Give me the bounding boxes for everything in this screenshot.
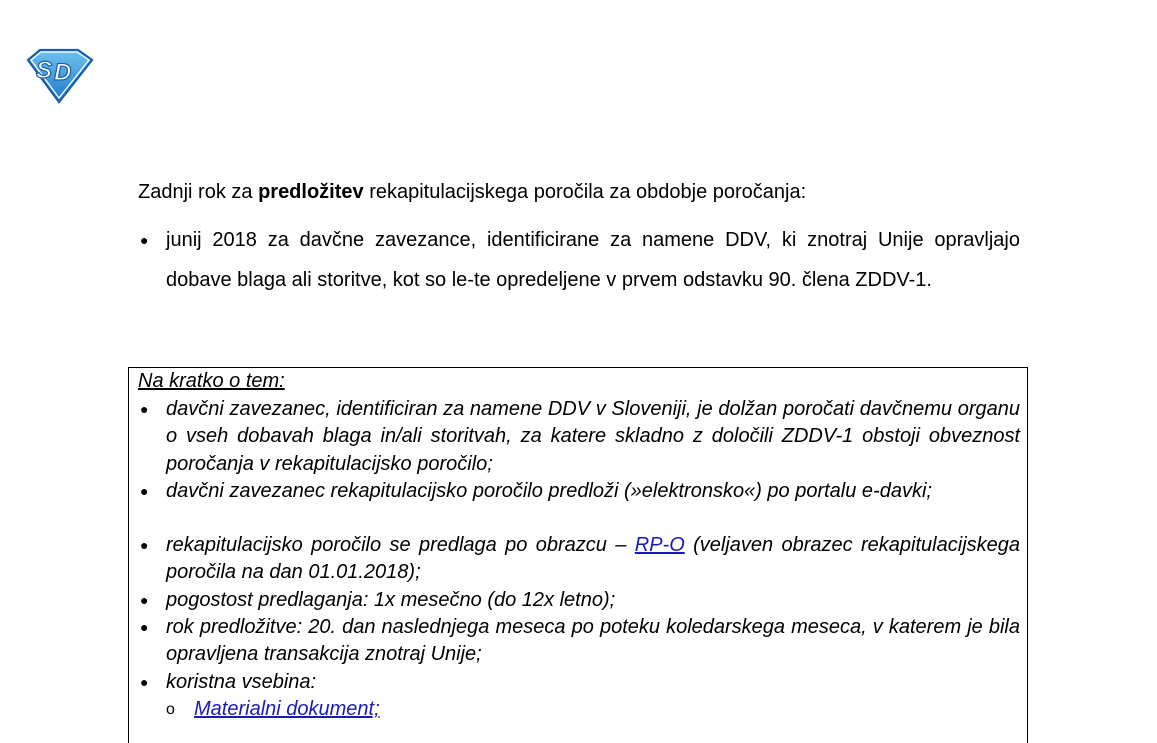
- sub-bullet-marker: o: [166, 700, 175, 718]
- summary-box-title: Na kratko o tem:: [138, 370, 285, 392]
- deadline-list: [138, 221, 1020, 300]
- list-item-text: rok predložitve: 20. dan naslednjega meseca po poteku koledarskega meseca, v katerem je bila opravljena transakcija znotraj Unije;: [166, 616, 1020, 666]
- list-item-text: pogostost predlaganja: 1x mesečno (do 12x letno);: [166, 588, 616, 611]
- bullet-icon: ●: [140, 619, 149, 636]
- svg-text:D: D: [54, 59, 72, 86]
- useful-links-list: [166, 696, 1020, 723]
- sub-list-item: [166, 696, 1020, 723]
- list-item: [138, 587, 1020, 614]
- bullet-icon: ●: [140, 401, 149, 417]
- list-item: [138, 478, 1020, 505]
- useful-content-label: koristna vsebina:: [166, 670, 317, 693]
- bullet-icon: ●: [140, 232, 149, 248]
- intro-text-end: rekapitulacijskega poročila za obdobje poročanja:: [363, 181, 807, 203]
- material-document-link[interactable]: Materialni dokument;: [194, 697, 380, 720]
- list-item: [138, 532, 1020, 587]
- intro-text-start: Zadnji rok za: [138, 181, 259, 203]
- list-item-text: davčni zavezanec, identificiran za namene DDV v Sloveniji, je dolžan poročati davčnemu organu o vseh dobavah blaga in/ali storitvah, za katere skladno z določili ZDDV-1 obstoji obveznost poročanja v rekapitulacijsko poročilo;: [166, 398, 1020, 475]
- list-item: [138, 614, 1020, 669]
- bullet-icon: ●: [140, 537, 149, 554]
- intro-bold-word: predložitev: [258, 181, 364, 203]
- list-item: [138, 669, 1020, 723]
- intro-paragraph: [138, 178, 1018, 206]
- rp-o-form-link[interactable]: RP-O: [634, 534, 685, 557]
- bullet-icon: ●: [140, 673, 149, 690]
- list-item-text: junij 2018 za davčne zavezance, identificirane za namene DDV, ki znotraj Unije opravljajo dobave blaga ali storitve, kot so le-te opredeljene v prvem odstavku 90. člena ZDDV-1.: [166, 229, 1020, 291]
- summary-list: [138, 396, 1020, 723]
- company-logo-icon: [22, 48, 96, 104]
- bullet-icon: ●: [140, 482, 149, 499]
- form-text-start: rekapitulacijsko poročilo se predlaga po obrazcu –: [166, 534, 635, 557]
- bullet-icon: ●: [140, 591, 149, 608]
- svg-text:S: S: [36, 57, 53, 84]
- list-item: [138, 221, 1020, 300]
- list-item: [138, 396, 1020, 478]
- form-text-end: (veljaven obrazec rekapitulacijskega poročila na dan 01.01.2018);: [166, 534, 1021, 584]
- list-item-text: davčni zavezanec rekapitulacijsko poročilo predloži (»elektronsko«) po portalu e-davki;: [166, 479, 932, 502]
